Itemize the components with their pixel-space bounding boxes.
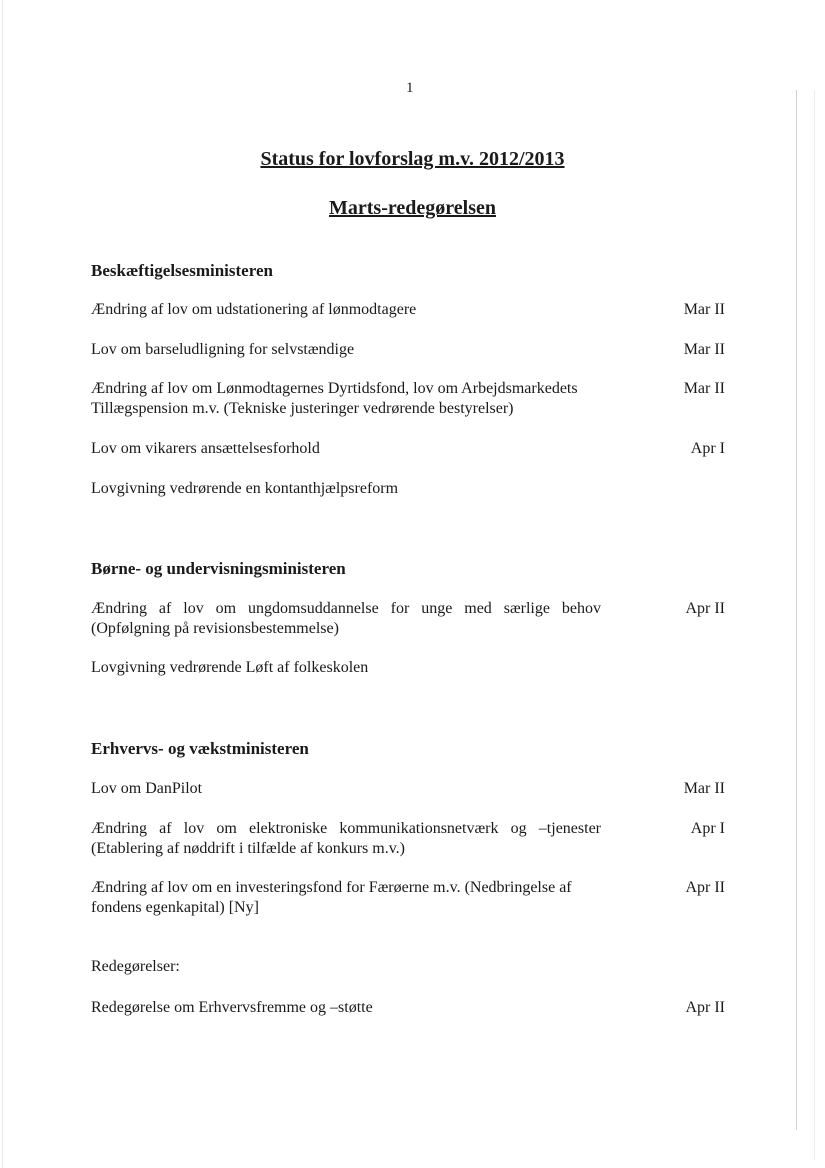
section-heading-erhverv-vaekst: Erhvervs- og vækstministeren [91,739,309,758]
bill-item-status: Apr II [685,879,725,896]
bill-item-text: Lov om barseludligning for selvstændige [91,341,355,358]
scan-edge-left [2,0,3,1168]
bill-item-status: Mar II [683,780,725,797]
bill-item-status: Mar II [683,380,725,397]
section-heading-boerne-undervisning: Børne- og undervisningsministeren [91,559,346,578]
bill-item-text: Lovgivning vedrørende en kontanthjælpsreform [91,480,399,497]
bill-item-text: Ændring af lov om en investeringsfond for Færøerne m.v. (Nedbringelse af fondens egenkapital) [Ny] [91,879,572,916]
bill-item-text: Ændring af lov om ungdomsuddannelse for unge med særlige behov (Opfølgning på revisionsbestemmelse) [91,600,601,637]
document-title: Status for lovforslag m.v. 2012/2013 [260,148,565,170]
report-item-text: Redegørelse om Erhvervsfremme og –støtte [91,999,373,1016]
bill-item-text: Ændring af lov om Lønmodtagernes Dyrtidsfond, lov om Arbejdsmarkedets Tillægspension m.v. (Tekniske justeringer vedrørende bestyrelser) [91,380,578,417]
bill-item-text: Lov om vikarers ansættelsesforhold [91,440,320,457]
bill-item-status: Apr I [690,820,725,837]
bill-item-text: Ændring af lov om udstationering af lønmodtagere [91,301,417,318]
bill-item-status: Mar II [683,341,725,358]
section-heading-beskaeftigelse: Beskæftigelsesministeren [91,261,273,280]
report-item-status: Apr II [685,999,725,1016]
bill-item-text: Ændring af lov om elektroniske kommunikationsnetværk og –tjenester (Etablering af nøddrift i tilfælde af konkurs m.v.) [91,820,601,857]
document-subtitle: Marts-redegørelsen [329,197,496,219]
scan-edge-right [796,90,797,1130]
page-number: 1 [406,80,414,96]
scan-edge-right-outer [814,90,815,1160]
bill-item-status: Mar II [683,301,725,318]
bill-item-text: Lovgivning vedrørende Løft af folkeskolen [91,659,369,676]
bill-item-status: Apr II [685,600,725,617]
reports-subheading: Redegørelser: [91,958,180,975]
bill-item-status: Apr I [690,440,725,457]
bill-item-text: Lov om DanPilot [91,780,203,797]
